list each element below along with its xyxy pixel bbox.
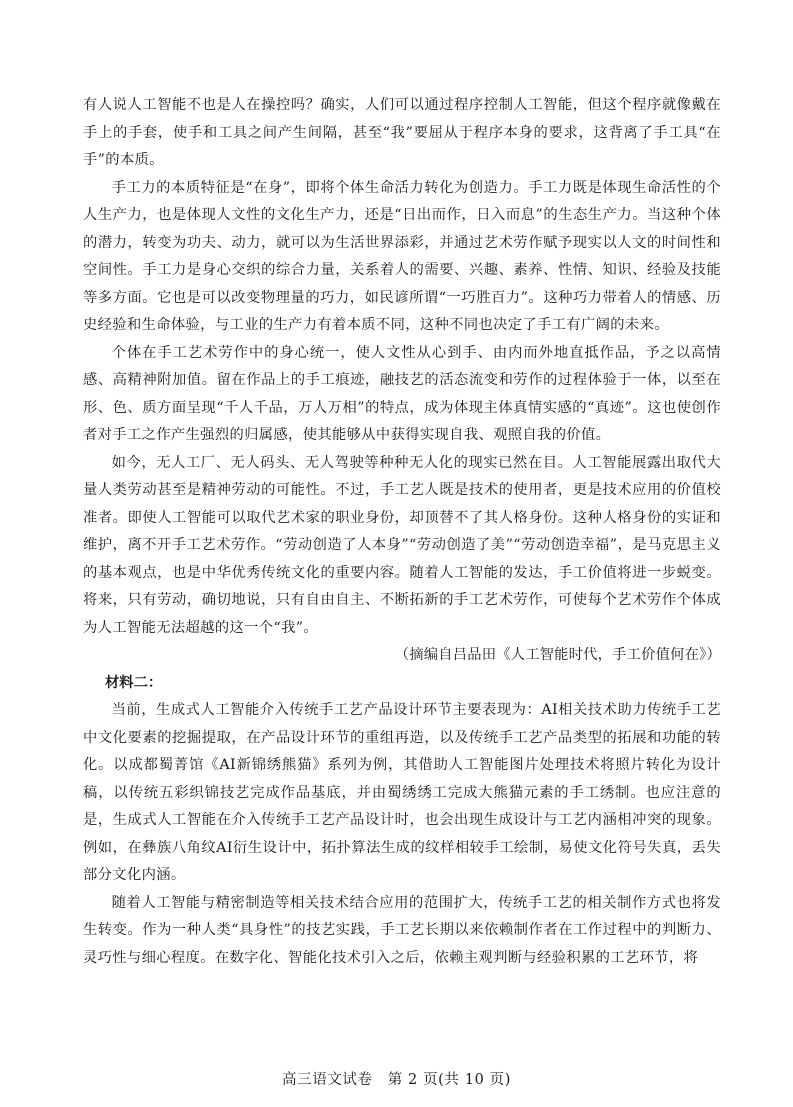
section-paragraph-1: 当前，生成式人工智能介入传统手工艺产品设计环节主要表现为：AI相关技术助力传统手工艺中文化要素的挖掘提取，在产品设计环节的重组再造，以及传统手工艺产品类型的拓展和功能的转化。以成都蜀菁馆《AI新锦绣熊猫》系列为例，其借助人工智能图片处理技术将照片转化为设计稿，以传统五彩织锦技艺完成作品基底，并由蜀绣绣工完成大熊猫元素的手工绣制。也应注意的是，生成式人工智能在介入传统手工艺产品设计时，也会出现生成设计与工艺内涵相冲突的现象。例如，在彝族八角纹AI衍生设计中，拓扑算法生成的纹样相较手工绘制，易使文化符号失真，丢失部分文化内涵。: [83, 702, 721, 883]
document-body: [83, 92, 721, 972]
paragraph-2: 手工力的本质特征是“在身”，即将个体生命活力转化为创造力。手工力既是体现生命活性的个人生产力，也是体现人文性的文化生产力，还是“日出而作，日入而息”的生态生产力。当这种个体的潜力，转变为功夫、动力，就可以为生活世界添彩，并通过艺术劳作赋予现实以人文的时间性和空间性。手工力是身心交织的综合力量，关系着人的需要、兴趣、素养、性情、知识、经验及技能等多方面。它也是可以改变物理量的巧力，如民谚所谓“一巧胜百力”。这种巧力带着人的情感、历史经验和生命体验，与工业的生产力有着本质不同，这种不同也决定了手工有广阔的未来。: [83, 179, 721, 333]
paragraph-4: 如今，无人工厂、无人码头、无人驾驶等种种无人化的现实已然在目。人工智能展露出取代大量人类劳动甚至是精神劳动的可能性。不过，手工艺人既是技术的使用者，更是技术应用的价值校准者。即使人工智能可以取代艺术家的职业身份，却顶替不了其人格身份。这种人格身份的实证和维护，离不开手工艺术劳作。“劳动创造了人本身”“劳动创造了美”“劳动创造幸福”，是马克思主义的基本观点，也是中华优秀传统文化的重要内容。随着人工智能的发达，手工价值将进一步蜕变。将来，只有劳动，确切地说，只有自由自主、不断拓新的手工艺术劳作，可使每个艺术劳作个体成为人工智能无法超越的这一个“我”。: [83, 454, 721, 636]
section-heading: 材料二：: [105, 674, 163, 691]
paragraph-3: 个体在手工艺术劳作中的身心统一，使人文性从心到手、由内而外地直抵作品，予之以高情感、高精神附加值。留在作品上的手工痕迹，融技艺的活态流变和劳作的过程体验于一体，以至在形、色、质方面呈现“千人千品，万人万相”的特点，成为体现主体真情实感的“真迹”。这也使创作者对手工之作产生强烈的归属感，使其能够从中获得实现自我、观照自我的价值。: [83, 344, 721, 443]
section-paragraph-2: 随着人工智能与精密制造等相关技术结合应用的范围扩大，传统手工艺的相关制作方式也将发生转变。作为一种人类“具身性”的技艺实践，手工艺长期以来依赖制作者在工作过程中的判断力、灵巧性与细心程度。在数字化、智能化技术引入之后，依赖主观判断与经验积累的工艺环节，将: [83, 894, 721, 966]
paragraph-1: 有人说人工智能不也是人在操控吗？确实，人们可以通过程序控制人工智能，但这个程序就像戴在手上的手套，使手和工具之间产生间隔，甚至“我”要屈从于程序本身的要求，这背离了手工具“在手”的本质。: [83, 97, 721, 168]
page-footer: 高三语文试卷 第 2 页(共 10 页): [282, 1072, 511, 1088]
source-citation: （摘编自吕品田《人工智能时代，手工价值何在》）: [394, 647, 721, 663]
